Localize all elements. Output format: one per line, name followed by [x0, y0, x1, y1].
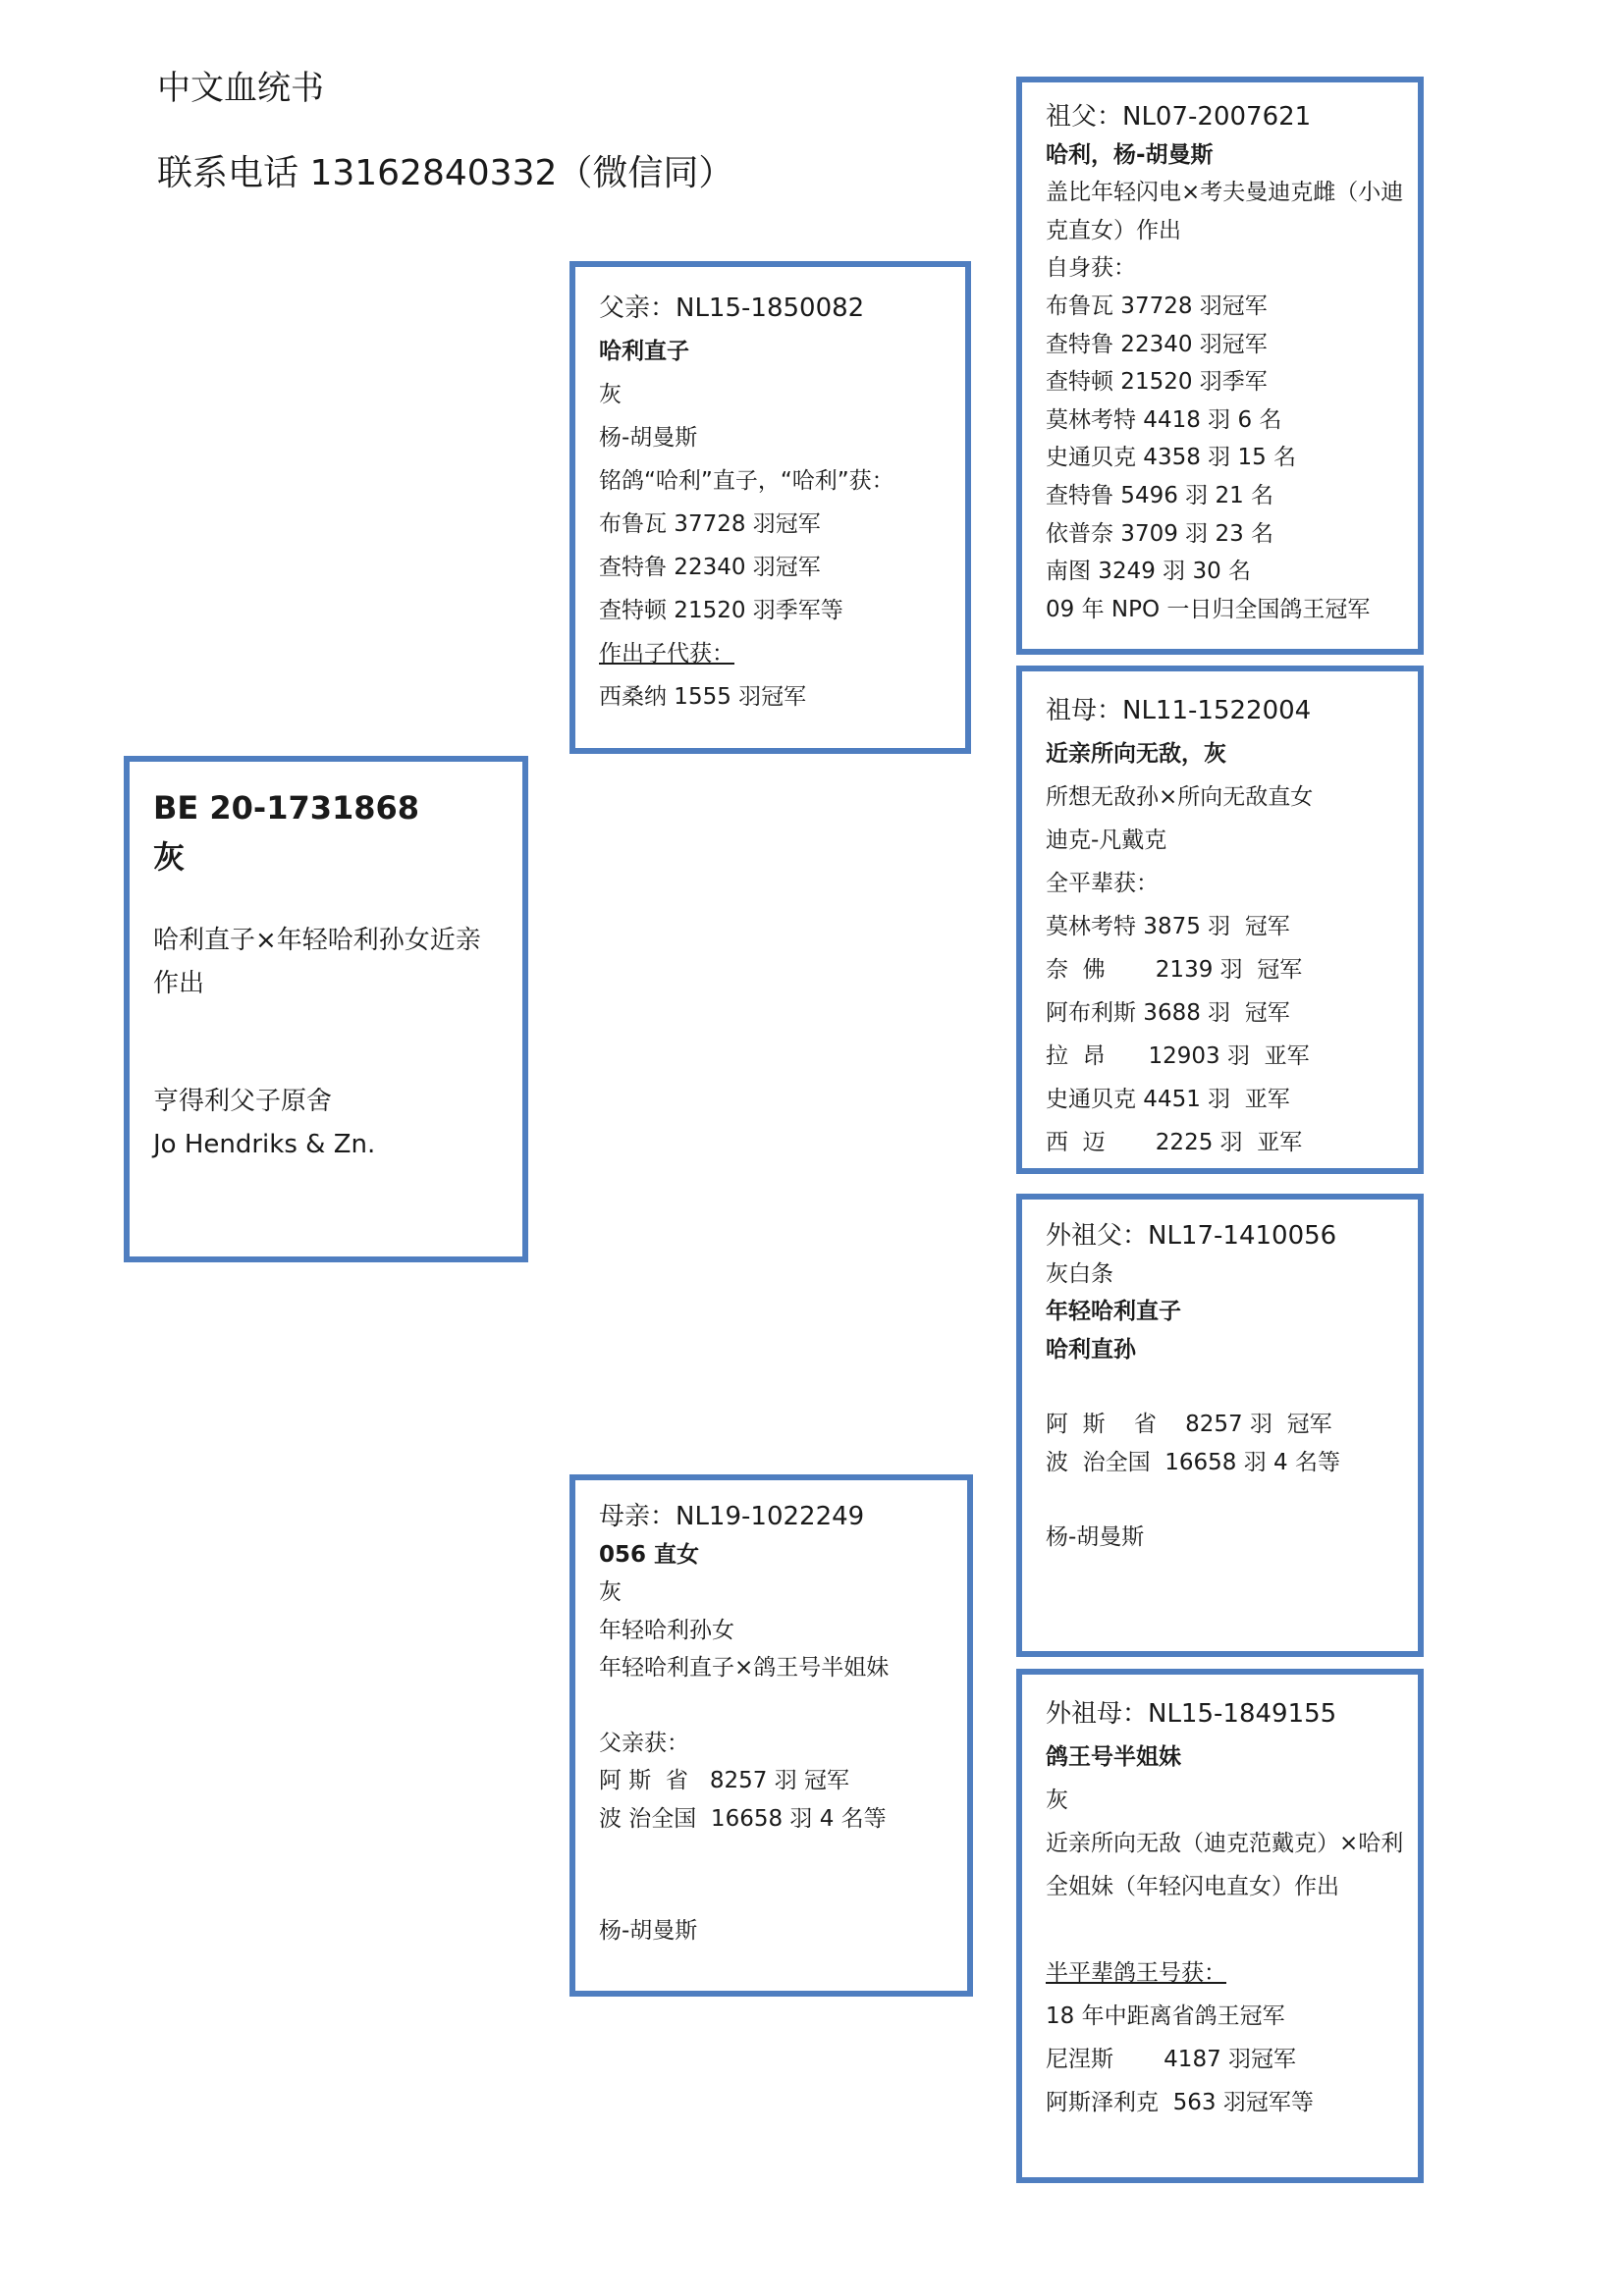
- dam-desc: 年轻哈利直子×鸽王号半姐妹: [599, 1655, 890, 1681]
- granddam-card: [1016, 666, 1424, 1174]
- grandsire-result: 南图 3249 羽 30 名: [1046, 559, 1252, 585]
- dam-result: 波 治全国 16658 羽 4 名等: [599, 1805, 887, 1832]
- grandsire-result: 史通贝克 4358 羽 15 名: [1046, 445, 1297, 471]
- maternal-grandsire-name: 年轻哈利直子: [1046, 1299, 1181, 1324]
- subject-breeder-en: Jo Hendriks & Zn.: [153, 1130, 376, 1159]
- maternal-grandsire-line: 杨-胡曼斯: [1046, 1524, 1145, 1550]
- sire-result: 布鲁瓦 37728 羽冠军: [599, 511, 821, 537]
- subject-ring-number: BE 20-1731868: [153, 789, 420, 827]
- sire-offspring-result: 西桑纳 1555 羽冠军: [599, 684, 807, 710]
- dam-color: 灰: [599, 1579, 622, 1605]
- grandsire-result: 查特鲁 5496 羽 21 名: [1046, 482, 1274, 508]
- dam-name: 056 直女: [599, 1541, 700, 1568]
- maternal-granddam-results-label: 半平辈鸽王号获：: [1046, 1960, 1226, 1986]
- maternal-grandsire-color: 灰白条: [1046, 1260, 1113, 1287]
- granddam-line: 迪克-凡戴克: [1046, 828, 1167, 853]
- sire-result: 查特鲁 22340 羽冠军: [599, 555, 821, 580]
- maternal-grandsire-name: 哈利直孙: [1046, 1336, 1136, 1362]
- grandsire-result: 查特鲁 22340 羽冠军: [1046, 331, 1268, 357]
- granddam-results-label: 全平辈获：: [1046, 871, 1159, 896]
- maternal-granddam-breeding: 近亲所向无敌（迪克范戴克）×哈利: [1046, 1831, 1404, 1856]
- grandsire-result: 布鲁瓦 37728 羽冠军: [1046, 293, 1268, 319]
- sire-color: 灰: [599, 382, 622, 407]
- maternal-grandsire-result: 波 治全国 16658 羽 4 名等: [1046, 1449, 1340, 1475]
- granddam-name: 近亲所向无敌，灰: [1046, 741, 1226, 767]
- maternal-granddam-result: 尼涅斯 4187 羽冠军: [1046, 2047, 1297, 2072]
- maternal-granddam-result: 阿斯泽利克 563 羽冠军等: [1046, 2090, 1314, 2115]
- contact-phone: 联系电话 13162840332（微信同）: [157, 153, 734, 193]
- document-title: 中文血统书: [157, 69, 324, 108]
- grandsire-name: 哈利，杨-胡曼斯: [1046, 141, 1214, 168]
- sire-intro: 铭鸽“哈利”直子，“哈利”获：: [599, 468, 894, 494]
- subject-card: [124, 756, 528, 1262]
- dam-results-label: 父亲获：: [599, 1730, 689, 1756]
- dam-result: 阿 斯 省 8257 羽 冠军: [599, 1768, 850, 1793]
- maternal-granddam-breeding: 全姐妹（年轻闪电直女）作出: [1046, 1874, 1339, 1899]
- dam-line: 杨-胡曼斯: [599, 1918, 698, 1944]
- granddam-ring-number: 祖母：NL11-1522004: [1046, 696, 1312, 725]
- grandsire-result: 依普奈 3709 羽 23 名: [1046, 520, 1274, 547]
- grandsire-card: [1016, 77, 1424, 655]
- dam-desc: 年轻哈利孙女: [599, 1617, 734, 1643]
- maternal-granddam-color: 灰: [1046, 1788, 1068, 1813]
- maternal-grandsire-card: [1016, 1194, 1424, 1657]
- maternal-granddam-card: [1016, 1669, 1424, 2183]
- sire-card: [569, 261, 971, 754]
- subject-color: 灰: [153, 838, 186, 876]
- granddam-result: 莫林考特 3875 羽 冠军: [1046, 914, 1290, 939]
- grandsire-breeding: 克直女）作出: [1046, 217, 1181, 243]
- dam-ring-number: 母亲：NL19-1022249: [599, 1502, 865, 1531]
- grandsire-result: 09 年 NPO 一日归全国鸽王冠军: [1046, 596, 1371, 622]
- sire-offspring-label: 作出子代获：: [599, 641, 734, 667]
- granddam-result: 史通贝克 4451 羽 亚军: [1046, 1087, 1290, 1112]
- maternal-grandsire-ring-number: 外祖父：NL17-1410056: [1046, 1221, 1337, 1251]
- maternal-granddam-result: 18 年中距离省鸽王冠军: [1046, 2003, 1285, 2029]
- granddam-result: 阿布利斯 3688 羽 冠军: [1046, 1000, 1290, 1026]
- maternal-granddam-name: 鸽王号半姐妹: [1046, 1744, 1181, 1770]
- sire-result: 查特顿 21520 羽季军等: [599, 598, 843, 623]
- granddam-breeding: 所想无敌孙×所向无敌直女: [1046, 784, 1314, 810]
- grandsire-results-label: 自身获：: [1046, 255, 1136, 282]
- dam-card: [569, 1474, 973, 1997]
- grandsire-result: 查特顿 21520 羽季军: [1046, 369, 1268, 396]
- subject-breeding: 哈利直子×年轻哈利孙女近亲作出: [153, 926, 481, 998]
- grandsire-result: 莫林考特 4418 羽 6 名: [1046, 406, 1282, 433]
- maternal-grandsire-result: 阿 斯 省 8257 羽 冠军: [1046, 1412, 1332, 1437]
- grandsire-breeding: 盖比年轻闪电×考夫曼迪克雌（小迪: [1046, 180, 1404, 206]
- grandsire-ring-number: 祖父：NL07-2007621: [1046, 102, 1312, 132]
- maternal-granddam-ring-number: 外祖母：NL15-1849155: [1046, 1699, 1337, 1729]
- sire-name: 哈利直子: [599, 339, 689, 364]
- granddam-result: 奈 佛 2139 羽 冠军: [1046, 957, 1303, 983]
- granddam-result: 拉 昂 12903 羽 亚军: [1046, 1043, 1310, 1069]
- granddam-result: 西 迈 2225 羽 亚军: [1046, 1130, 1303, 1155]
- subject-breeder-cn: 亨得利父子原舍: [153, 1087, 333, 1116]
- sire-ring-number: 父亲：NL15-1850082: [599, 294, 865, 323]
- sire-line: 杨-胡曼斯: [599, 425, 698, 451]
